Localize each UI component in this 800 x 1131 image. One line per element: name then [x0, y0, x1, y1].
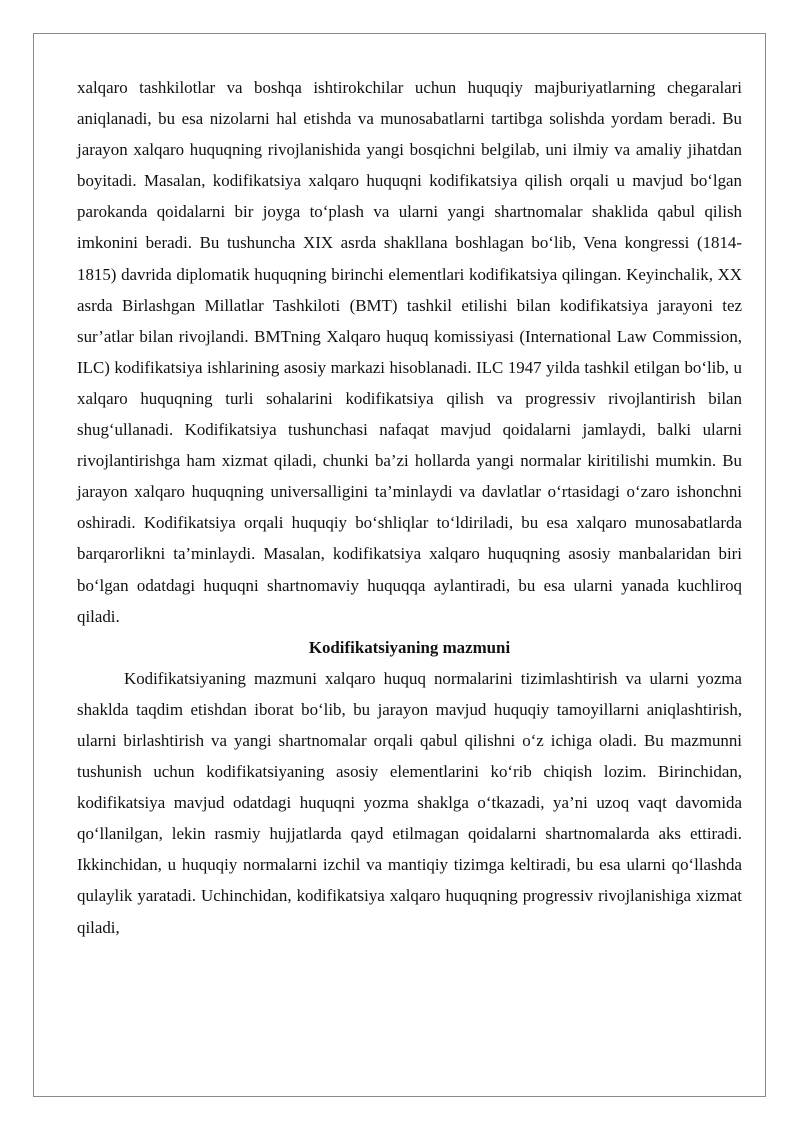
section-heading: Kodifikatsiyaning mazmuni: [308, 637, 511, 657]
body-paragraph: xalqaro tashkilotlar va boshqa ishtirokchilar uchun huquqiy majburiyatlarning chegaralari aniqlanadi, bu esa nizolarni hal etishda va munosabatlarni tartibga solishda yordam beradi. Bu jarayon xalqaro huquqning rivojlanishida yangi bosqichni belgilab, uni ilmiy va amaliy jihatdan boyitadi. Masalan, kodifikatsiya xalqaro huquqni kodifikatsiya qilish orqali u mavjud bo‘lgan parokanda qoidalarni bir joyga to‘plash va ularni yangi shartnomalar shaklida qabul qilish imkonini beradi. Bu tushuncha XIX asrda shakllana boshlagan bo‘lib, Vena kongressi (1814-1815) davrida diplomatik huquqning birinchi elementlari kodifikatsiya qilingan. Keyinchalik, XX asrda Birlashgan Millatlar Tashkiloti (BMT) tashkil etilishi bilan kodifikatsiya jarayoni tez sur’atlar bilan rivojlandi. BMTning Xalqaro huquq komissiyasi (International Law Commission, ILC) kodifikatsiya ishlarining asosiy markazi hisoblanadi. ILC 1947 yilda tashkil etilgan bo‘lib, u xalqaro huquqning turli sohalarini kodifikatsiya qilish va progressiv rivojlantirish bilan shug‘ullanadi. Kodifikatsiya tushunchasi nafaqat mavjud qoidalarni jamlaydi, balki ularni rivojlantirishga ham xizmat qiladi, chunki ba’zi hollarda yangi normalar kiritilishi mumkin. Bu jarayon xalqaro huquqning universalligini ta’minlaydi va davlatlar o‘rtasidagi o‘zaro ishonchni oshiradi. Kodifikatsiya orqali huquqiy bo‘shliqlar to‘ldiriladi, bu esa xalqaro munosabatlarda barqarorlikni ta’minlaydi. Masalan, kodifikatsiya xalqaro huquqning asosiy manbalaridan biri bo‘lgan odatdagi huquqni shartnomaviy huquqqa aylantiradi, bu esa ularni yanada kuchliroq qiladi.: [77, 78, 742, 626]
document-body: [77, 72, 742, 943]
body-paragraph: Kodifikatsiyaning mazmuni xalqaro huquq normalarini tizimlashtirish va ularni yozma shaklda taqdim etishdan iborat bo‘lib, bu jarayon mavjud huquqiy tamoyillarni aniqlashtirish, ularni birlashtirish va yangi shartnomalar orqali qabul qilishni o‘z ichiga oladi. Bu mazmunni tushunish uchun kodifikatsiyaning asosiy elementlarini ko‘rib chiqish lozim. Birinchidan, kodifikatsiya mavjud odatdagi huquqni yozma shaklga o‘tkazadi, ya’ni uzoq vaqt davomida qo‘llanilgan, lekin rasmiy hujjatlarda qayd etilmagan qoidalarni shartnomalarda aks ettiradi. Ikkinchidan, u huquqiy normalarni izchil va mantiqiy tizimga keltiradi, bu esa ularni qo‘llashda qulaylik yaratadi. Uchinchidan, kodifikatsiya xalqaro huquqning progressiv rivojlanishiga xizmat qiladi,: [77, 668, 742, 937]
